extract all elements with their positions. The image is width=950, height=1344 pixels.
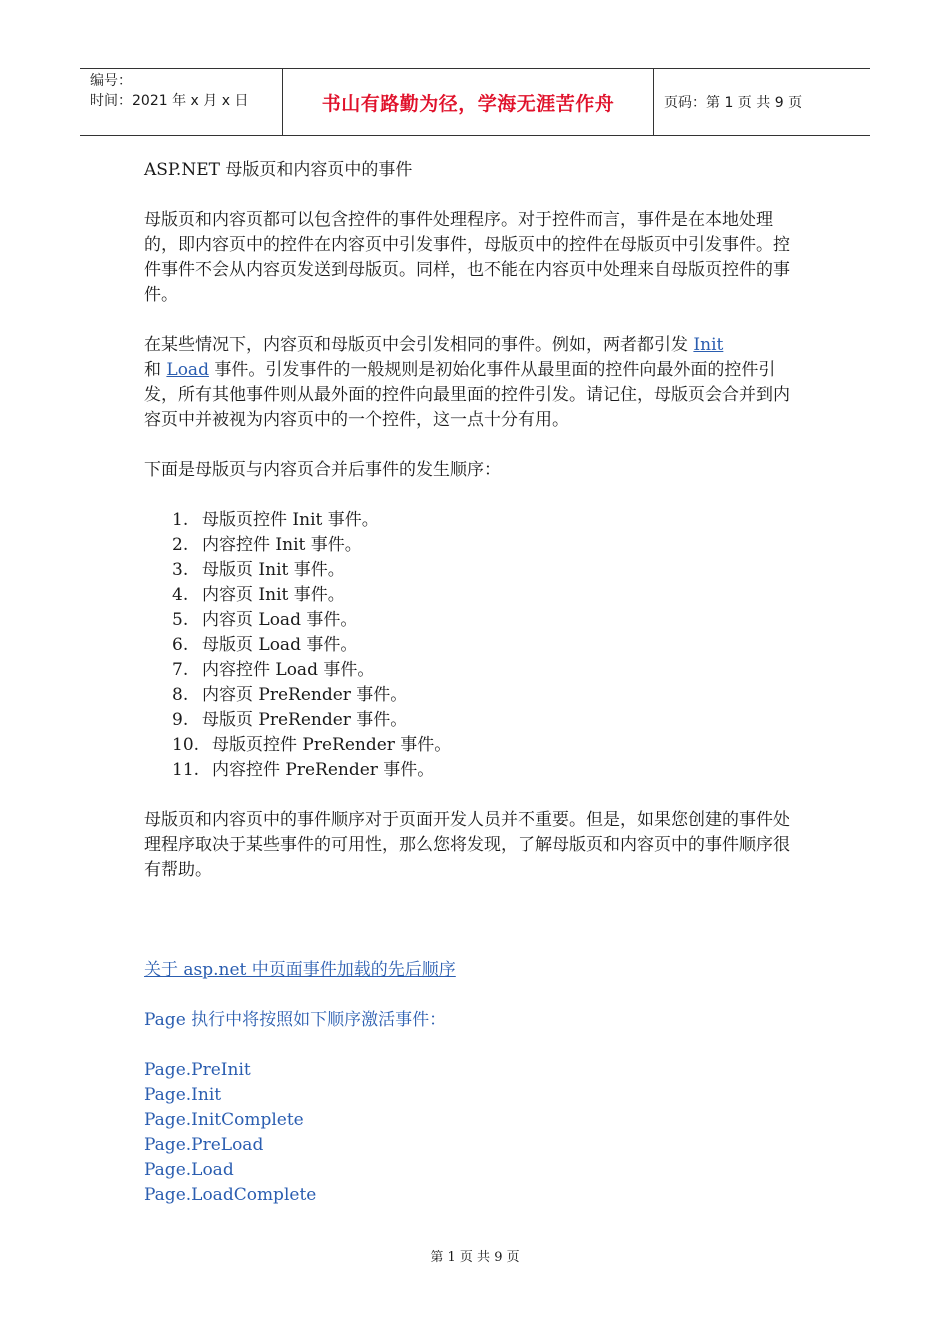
list-item xyxy=(172,508,804,533)
list-number: 6. xyxy=(172,635,189,655)
event-order-list xyxy=(144,508,804,783)
section-heading-link[interactable]: 关于 asp.net 中页面事件加载的先后顺序 xyxy=(144,960,456,980)
list-item xyxy=(172,683,804,708)
document-title: ASP.NET 母版页和内容页中的事件 xyxy=(144,160,413,180)
list-item xyxy=(172,758,804,783)
list-number: 7. xyxy=(172,660,189,680)
list-text: 内容页 Init 事件。 xyxy=(202,585,345,605)
list-number: 9. xyxy=(172,710,189,730)
list-text: 母版页控件 PreRender 事件。 xyxy=(212,735,452,755)
list-item xyxy=(172,533,804,558)
list-number: 5. xyxy=(172,610,189,630)
list-number: 2. xyxy=(172,535,189,555)
list-text: 母版页 Load 事件。 xyxy=(202,635,358,655)
header-motto-cell xyxy=(282,69,654,135)
list-number: 10. xyxy=(172,735,200,755)
list-number: 4. xyxy=(172,585,189,605)
load-link[interactable]: Load xyxy=(166,360,209,380)
list-number: 8. xyxy=(172,685,189,705)
header-meta xyxy=(80,69,282,135)
header-number-label: 编号： xyxy=(90,73,132,89)
list-item xyxy=(172,633,804,658)
list-number: 1. xyxy=(172,510,189,530)
list-text: 内容控件 PreRender 事件。 xyxy=(212,760,435,780)
header-motto: 书山有路勤为径，学海无涯苦作舟 xyxy=(321,92,615,115)
list-item: Page.PreInit xyxy=(144,1060,251,1080)
list-item xyxy=(172,608,804,633)
list-text: 母版页 PreRender 事件。 xyxy=(202,710,408,730)
page-event-list xyxy=(144,1058,804,1208)
list-item: Page.InitComplete xyxy=(144,1110,304,1130)
paragraph-2-text-b: 和 xyxy=(144,360,167,380)
document-body xyxy=(144,158,804,1208)
paragraph-1: 母版页和内容页都可以包含控件的事件处理程序。对于控件而言，事件是在本地处理的，即内容页中的控件在内容页中引发事件，母版页中的控件在母版页中引发事件。控件事件不会从内容页发送到母版页。同样，也不能在内容页中处理来自母版页控件的事件。 xyxy=(144,210,790,305)
list-number: 11. xyxy=(172,760,200,780)
paragraph-2-text-a: 在某些情况下，内容页和母版页中会引发相同的事件。例如，两者都引发 xyxy=(144,335,694,355)
list-item xyxy=(172,583,804,608)
init-link[interactable]: Init xyxy=(693,335,724,355)
list-item: Page.Load xyxy=(144,1160,234,1180)
list-item xyxy=(172,708,804,733)
paragraph-3: 下面是母版页与内容页合并后事件的发生顺序： xyxy=(144,460,501,480)
paragraph-2-text-c: 事件。引发事件的一般规则是初始化事件从最里面的控件向最外面的控件引发，所有其他事件则从最外面的控件向最里面的控件引发。请记住，母版页会合并到内容页中并被视为内容页中的一个控件，这一点十分有用。 xyxy=(144,360,790,430)
list-text: 母版页 Init 事件。 xyxy=(202,560,345,580)
list-number: 3. xyxy=(172,560,189,580)
list-text: 内容控件 Init 事件。 xyxy=(202,535,362,555)
page-events-intro: Page 执行中将按照如下顺序激活事件： xyxy=(144,1010,447,1030)
page-header xyxy=(80,68,870,136)
list-item xyxy=(172,658,804,683)
list-item xyxy=(172,733,804,758)
list-item xyxy=(172,558,804,583)
header-date: 时间：2021 年 x 月 x 日 xyxy=(90,93,249,109)
list-text: 内容页 Load 事件。 xyxy=(202,610,358,630)
list-item: Page.Init xyxy=(144,1085,222,1105)
list-text: 母版页控件 Init 事件。 xyxy=(202,510,379,530)
paragraph-2 xyxy=(144,333,804,433)
page-footer: 第 1 页 共 9 页 xyxy=(430,1250,520,1265)
list-text: 内容页 PreRender 事件。 xyxy=(202,685,408,705)
list-item: Page.LoadComplete xyxy=(144,1185,317,1205)
header-page-info: 页码：第 1 页 共 9 页 xyxy=(664,95,803,111)
paragraph-4: 母版页和内容页中的事件顺序对于页面开发人员并不重要。但是，如果您创建的事件处理程序取决于某些事件的可用性，那么您将发现，了解母版页和内容页中的事件顺序很有帮助。 xyxy=(144,810,790,880)
list-text: 内容控件 Load 事件。 xyxy=(202,660,375,680)
list-item: Page.PreLoad xyxy=(144,1135,264,1155)
